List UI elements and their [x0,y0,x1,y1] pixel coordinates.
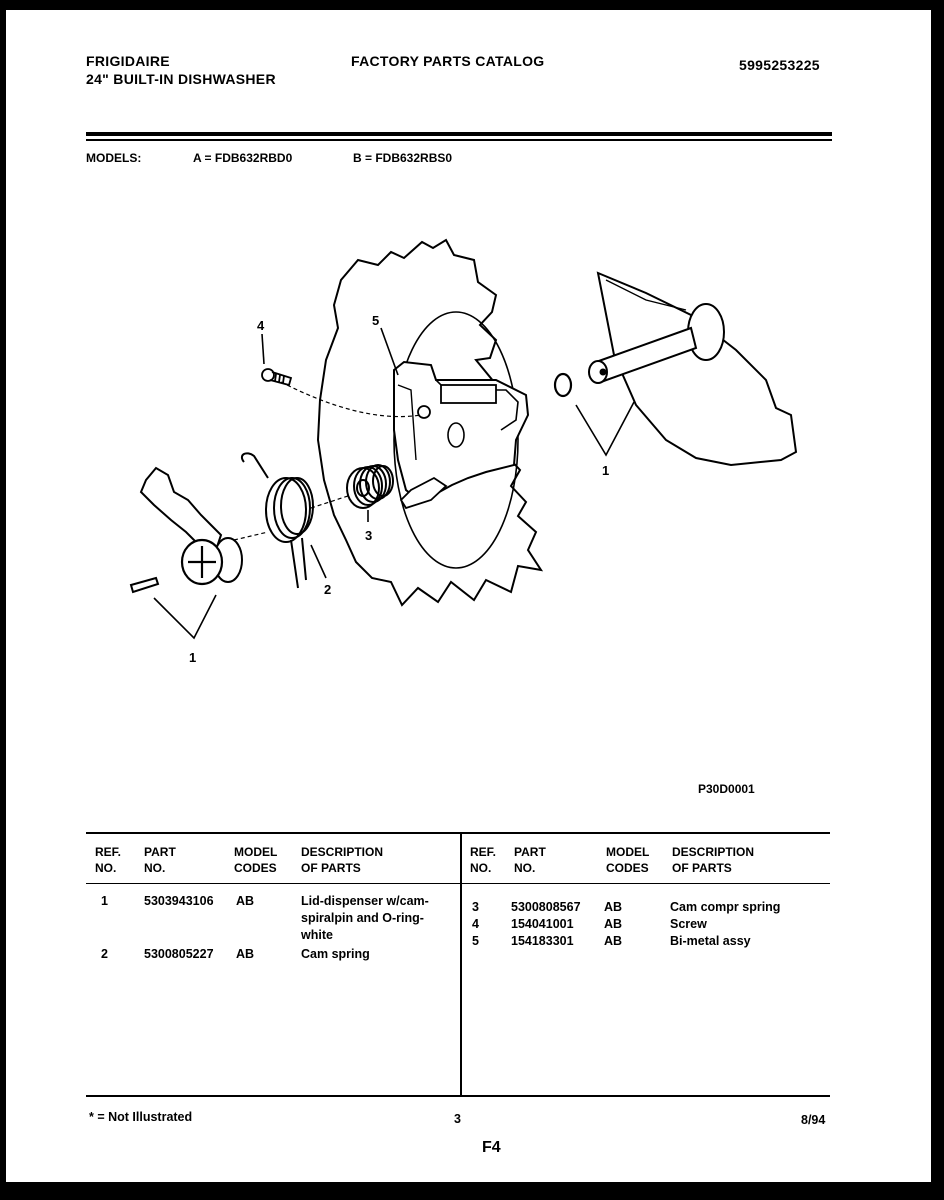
section-code: F4 [482,1139,501,1156]
cam-spring [242,453,313,588]
exploded-parts-diagram [6,10,931,710]
catalog-number: 5995253225 [739,57,820,73]
catalog-page [6,10,931,1182]
row-5-codes: AB [604,934,623,948]
brand-name: FRIGIDAIRE [86,53,170,69]
catalog-title: FACTORY PARTS CATALOG [351,53,545,69]
figure-code: P30D0001 [698,782,755,796]
header-ref: REF. NO. [95,845,122,875]
lid-part [589,273,796,465]
callout-2: 2 [324,582,332,597]
model-b: B = FDB632RBS0 [353,151,453,165]
row-1-codes: AB [236,894,255,908]
row-4-ref: 4 [472,917,479,931]
row-4-codes: AB [604,917,623,931]
screw-part [262,369,291,385]
header-ref-right: REF. NO. [470,845,497,875]
revision-date: 8/94 [801,1113,826,1127]
row-3-desc: Cam compr spring [670,900,781,914]
row-5-ref: 5 [472,934,479,948]
header-part-right: PART NO. [514,845,546,875]
callout-1-cam: 1 [189,650,197,665]
row-2-part: 5300805227 [144,947,214,961]
header-part: PART NO. [144,845,176,875]
header-desc-right: DESCRIPTION OF PARTS [672,845,755,875]
callout-5: 5 [372,313,380,328]
table-divider [460,832,462,1097]
row-3-ref: 3 [472,900,479,914]
row-2-ref: 2 [101,947,108,961]
models-label: MODELS: [86,151,142,165]
footnote: * = Not Illustrated [89,1110,193,1124]
callout-1-lid: 1 [602,463,610,478]
row-4-part: 154041001 [511,917,574,931]
row-5-desc: Bi-metal assy [670,934,751,948]
header-desc: DESCRIPTION OF PARTS [301,845,384,875]
row-2-desc: Cam spring [301,947,370,961]
row-5-part: 154183301 [511,934,574,948]
callout-3: 3 [365,528,373,543]
table-bottom-rule [86,1095,830,1097]
product-name: 24" BUILT-IN DISHWASHER [86,71,276,87]
row-3-part: 5300808567 [511,900,581,914]
header-model: MODEL CODES [234,845,278,875]
row-3-codes: AB [604,900,623,914]
row-2-codes: AB [236,947,255,961]
header-model-right: MODEL CODES [606,845,650,875]
row-1-part: 5303943106 [144,894,214,908]
row-4-desc: Screw [670,917,707,931]
row-1-ref: 1 [101,894,108,908]
table-top-rule [86,832,830,834]
page-number: 3 [454,1112,461,1126]
cam-part [131,468,242,592]
model-a: A = FDB632RBD0 [193,151,293,165]
row-1-desc: Lid-dispenser w/cam- spiralpin and O-ring- white [301,894,429,942]
table-header-rule [86,883,830,884]
o-ring-part [555,374,571,396]
callout-4: 4 [257,318,265,333]
